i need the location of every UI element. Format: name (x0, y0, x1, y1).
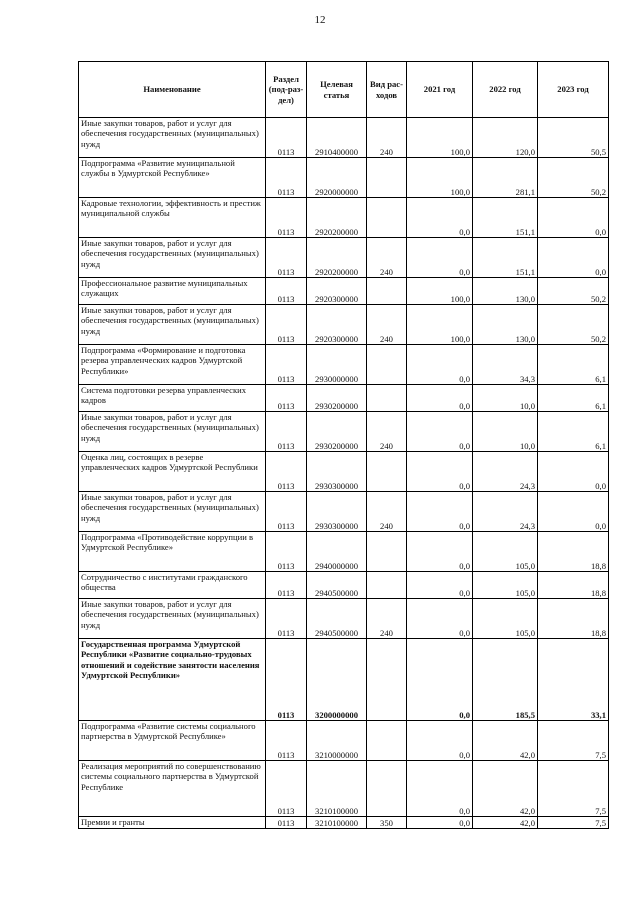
row-type (367, 452, 407, 492)
row-2022: 42,0 (473, 761, 538, 817)
header-name: Наименование (79, 62, 266, 118)
row-section: 0113 (266, 761, 307, 817)
row-2021: 0,0 (407, 198, 473, 238)
row-2023: 33,1 (538, 639, 609, 721)
table-row (79, 721, 609, 761)
table-row (79, 532, 609, 572)
table-row (79, 572, 609, 599)
row-section: 0113 (266, 599, 307, 639)
row-2021: 0,0 (407, 572, 473, 599)
row-type (367, 158, 407, 198)
row-name: Профессиональное развитие муниципальных служащих (79, 278, 266, 305)
row-section: 0113 (266, 532, 307, 572)
row-2022: 130,0 (473, 278, 538, 305)
header-target: Целевая статья (307, 62, 367, 118)
row-section: 0113 (266, 412, 307, 452)
row-name: Подпрограмма «Противодействие коррупции в Удмуртской Республике» (79, 532, 266, 572)
row-2021: 0,0 (407, 817, 473, 829)
row-2021: 100,0 (407, 158, 473, 198)
row-section: 0113 (266, 238, 307, 278)
row-2021: 0,0 (407, 345, 473, 385)
table-row (79, 198, 609, 238)
row-type (367, 198, 407, 238)
row-name: Кадровые технологии, эффективность и престиж муниципальной службы (79, 198, 266, 238)
row-name: Сотрудничество с институтами гражданского общества (79, 572, 266, 599)
row-2023: 0,0 (538, 198, 609, 238)
row-type: 240 (367, 238, 407, 278)
row-2022: 105,0 (473, 599, 538, 639)
row-name: Иные закупки товаров, работ и услуг для обеспечения государственных (муниципальных) нужд (79, 492, 266, 532)
row-2022: 24,3 (473, 492, 538, 532)
row-name: Иные закупки товаров, работ и услуг для обеспечения государственных (муниципальных) нужд (79, 599, 266, 639)
row-type (367, 572, 407, 599)
row-section: 0113 (266, 198, 307, 238)
row-target: 2920300000 (307, 305, 367, 345)
row-target: 2930000000 (307, 345, 367, 385)
row-2023: 50,2 (538, 158, 609, 198)
row-2021: 100,0 (407, 278, 473, 305)
table-row (79, 158, 609, 198)
row-2021: 0,0 (407, 639, 473, 721)
row-2022: 120,0 (473, 118, 538, 158)
row-2022: 24,3 (473, 452, 538, 492)
header-type: Вид рас-ходов (367, 62, 407, 118)
row-2023: 50,5 (538, 118, 609, 158)
row-2022: 105,0 (473, 572, 538, 599)
row-type (367, 278, 407, 305)
row-target: 3210100000 (307, 761, 367, 817)
row-2021: 0,0 (407, 599, 473, 639)
row-type: 240 (367, 599, 407, 639)
row-name: Иные закупки товаров, работ и услуг для обеспечения государственных (муниципальных) нужд (79, 305, 266, 345)
row-2021: 0,0 (407, 238, 473, 278)
row-2023: 18,8 (538, 532, 609, 572)
row-name: Система подготовки резерва управленческих кадров (79, 385, 266, 412)
row-name: Премии и гранты (79, 817, 266, 829)
row-section: 0113 (266, 385, 307, 412)
row-2023: 50,2 (538, 305, 609, 345)
row-target: 2920200000 (307, 238, 367, 278)
row-type (367, 345, 407, 385)
row-name: Иные закупки товаров, работ и услуг для обеспечения государственных (муниципальных) нужд (79, 412, 266, 452)
row-target: 2940000000 (307, 532, 367, 572)
row-target: 2940500000 (307, 599, 367, 639)
row-2023: 0,0 (538, 492, 609, 532)
row-target: 3210100000 (307, 817, 367, 829)
table-row (79, 278, 609, 305)
row-type (367, 385, 407, 412)
row-2022: 281,1 (473, 158, 538, 198)
row-target: 2920200000 (307, 198, 367, 238)
row-type (367, 721, 407, 761)
row-2023: 7,5 (538, 817, 609, 829)
header-section: Раздел (под-раз-дел) (266, 62, 307, 118)
row-2022: 130,0 (473, 305, 538, 345)
row-target: 2920300000 (307, 278, 367, 305)
header-2022: 2022 год (473, 62, 538, 118)
row-section: 0113 (266, 572, 307, 599)
row-section: 0113 (266, 817, 307, 829)
row-2023: 7,5 (538, 761, 609, 817)
row-target: 2930300000 (307, 452, 367, 492)
table-row (79, 412, 609, 452)
row-2021: 0,0 (407, 492, 473, 532)
row-type: 350 (367, 817, 407, 829)
table-row (79, 599, 609, 639)
table-row (79, 452, 609, 492)
row-2023: 18,8 (538, 572, 609, 599)
row-target: 3200000000 (307, 639, 367, 721)
row-2021: 100,0 (407, 118, 473, 158)
table-row (79, 639, 609, 721)
table-row (79, 817, 609, 829)
row-target: 3210000000 (307, 721, 367, 761)
row-2021: 0,0 (407, 761, 473, 817)
header-2021: 2021 год (407, 62, 473, 118)
row-2021: 0,0 (407, 412, 473, 452)
row-type: 240 (367, 118, 407, 158)
row-name: Иные закупки товаров, работ и услуг для обеспечения государственных (муниципальных) нужд (79, 118, 266, 158)
row-section: 0113 (266, 278, 307, 305)
row-name: Подпрограмма «Развитие системы социального партнерства в Удмуртской Республике» (79, 721, 266, 761)
row-2023: 7,5 (538, 721, 609, 761)
row-2023: 6,1 (538, 412, 609, 452)
table-row (79, 761, 609, 817)
row-section: 0113 (266, 452, 307, 492)
table-row (79, 118, 609, 158)
row-name: Подпрограмма «Развитие муниципальной службы в Удмуртской Республике» (79, 158, 266, 198)
row-name: Иные закупки товаров, работ и услуг для обеспечения государственных (муниципальных) нужд (79, 238, 266, 278)
row-2021: 100,0 (407, 305, 473, 345)
row-target: 2910400000 (307, 118, 367, 158)
row-section: 0113 (266, 492, 307, 532)
table-row (79, 492, 609, 532)
row-target: 2920000000 (307, 158, 367, 198)
row-target: 2930200000 (307, 385, 367, 412)
row-2021: 0,0 (407, 385, 473, 412)
row-target: 2940500000 (307, 572, 367, 599)
row-section: 0113 (266, 118, 307, 158)
row-2022: 34,3 (473, 345, 538, 385)
row-2022: 151,1 (473, 198, 538, 238)
row-section: 0113 (266, 158, 307, 198)
row-2023: 6,1 (538, 345, 609, 385)
row-2022: 10,0 (473, 385, 538, 412)
row-2022: 105,0 (473, 532, 538, 572)
row-2023: 0,0 (538, 452, 609, 492)
table-row (79, 345, 609, 385)
page-number: 12 (314, 14, 326, 26)
row-2022: 10,0 (473, 412, 538, 452)
row-2023: 50,2 (538, 278, 609, 305)
row-2023: 0,0 (538, 238, 609, 278)
row-2023: 6,1 (538, 385, 609, 412)
row-name: Реализация мероприятий по совершенствованию системы социального партнерства в Удмуртской Республике (79, 761, 266, 817)
row-2023: 18,8 (538, 599, 609, 639)
budget-table (78, 61, 609, 829)
row-2022: 42,0 (473, 721, 538, 761)
row-type: 240 (367, 492, 407, 532)
row-2022: 185,5 (473, 639, 538, 721)
row-section: 0113 (266, 639, 307, 721)
table-row (79, 238, 609, 278)
row-2022: 151,1 (473, 238, 538, 278)
table-row (79, 385, 609, 412)
row-target: 2930300000 (307, 492, 367, 532)
row-2022: 42,0 (473, 817, 538, 829)
row-target: 2930200000 (307, 412, 367, 452)
row-type (367, 532, 407, 572)
table-header-row (79, 62, 609, 118)
header-2023: 2023 год (538, 62, 609, 118)
row-2021: 0,0 (407, 532, 473, 572)
row-type: 240 (367, 305, 407, 345)
row-type (367, 639, 407, 721)
row-section: 0113 (266, 345, 307, 385)
table-row (79, 305, 609, 345)
row-2021: 0,0 (407, 452, 473, 492)
row-type (367, 761, 407, 817)
row-name: Государственная программа Удмуртской Республики «Развитие социально-трудовых отношений и содействие занятости населения Удмуртской Республики» (79, 639, 266, 721)
row-section: 0113 (266, 721, 307, 761)
row-2021: 0,0 (407, 721, 473, 761)
row-name: Оценка лиц, состоящих в резерве управленческих кадров Удмуртской Республики (79, 452, 266, 492)
row-section: 0113 (266, 305, 307, 345)
row-type: 240 (367, 412, 407, 452)
row-name: Подпрограмма «Формирование и подготовка резерва управленческих кадров Удмуртской Республики» (79, 345, 266, 385)
